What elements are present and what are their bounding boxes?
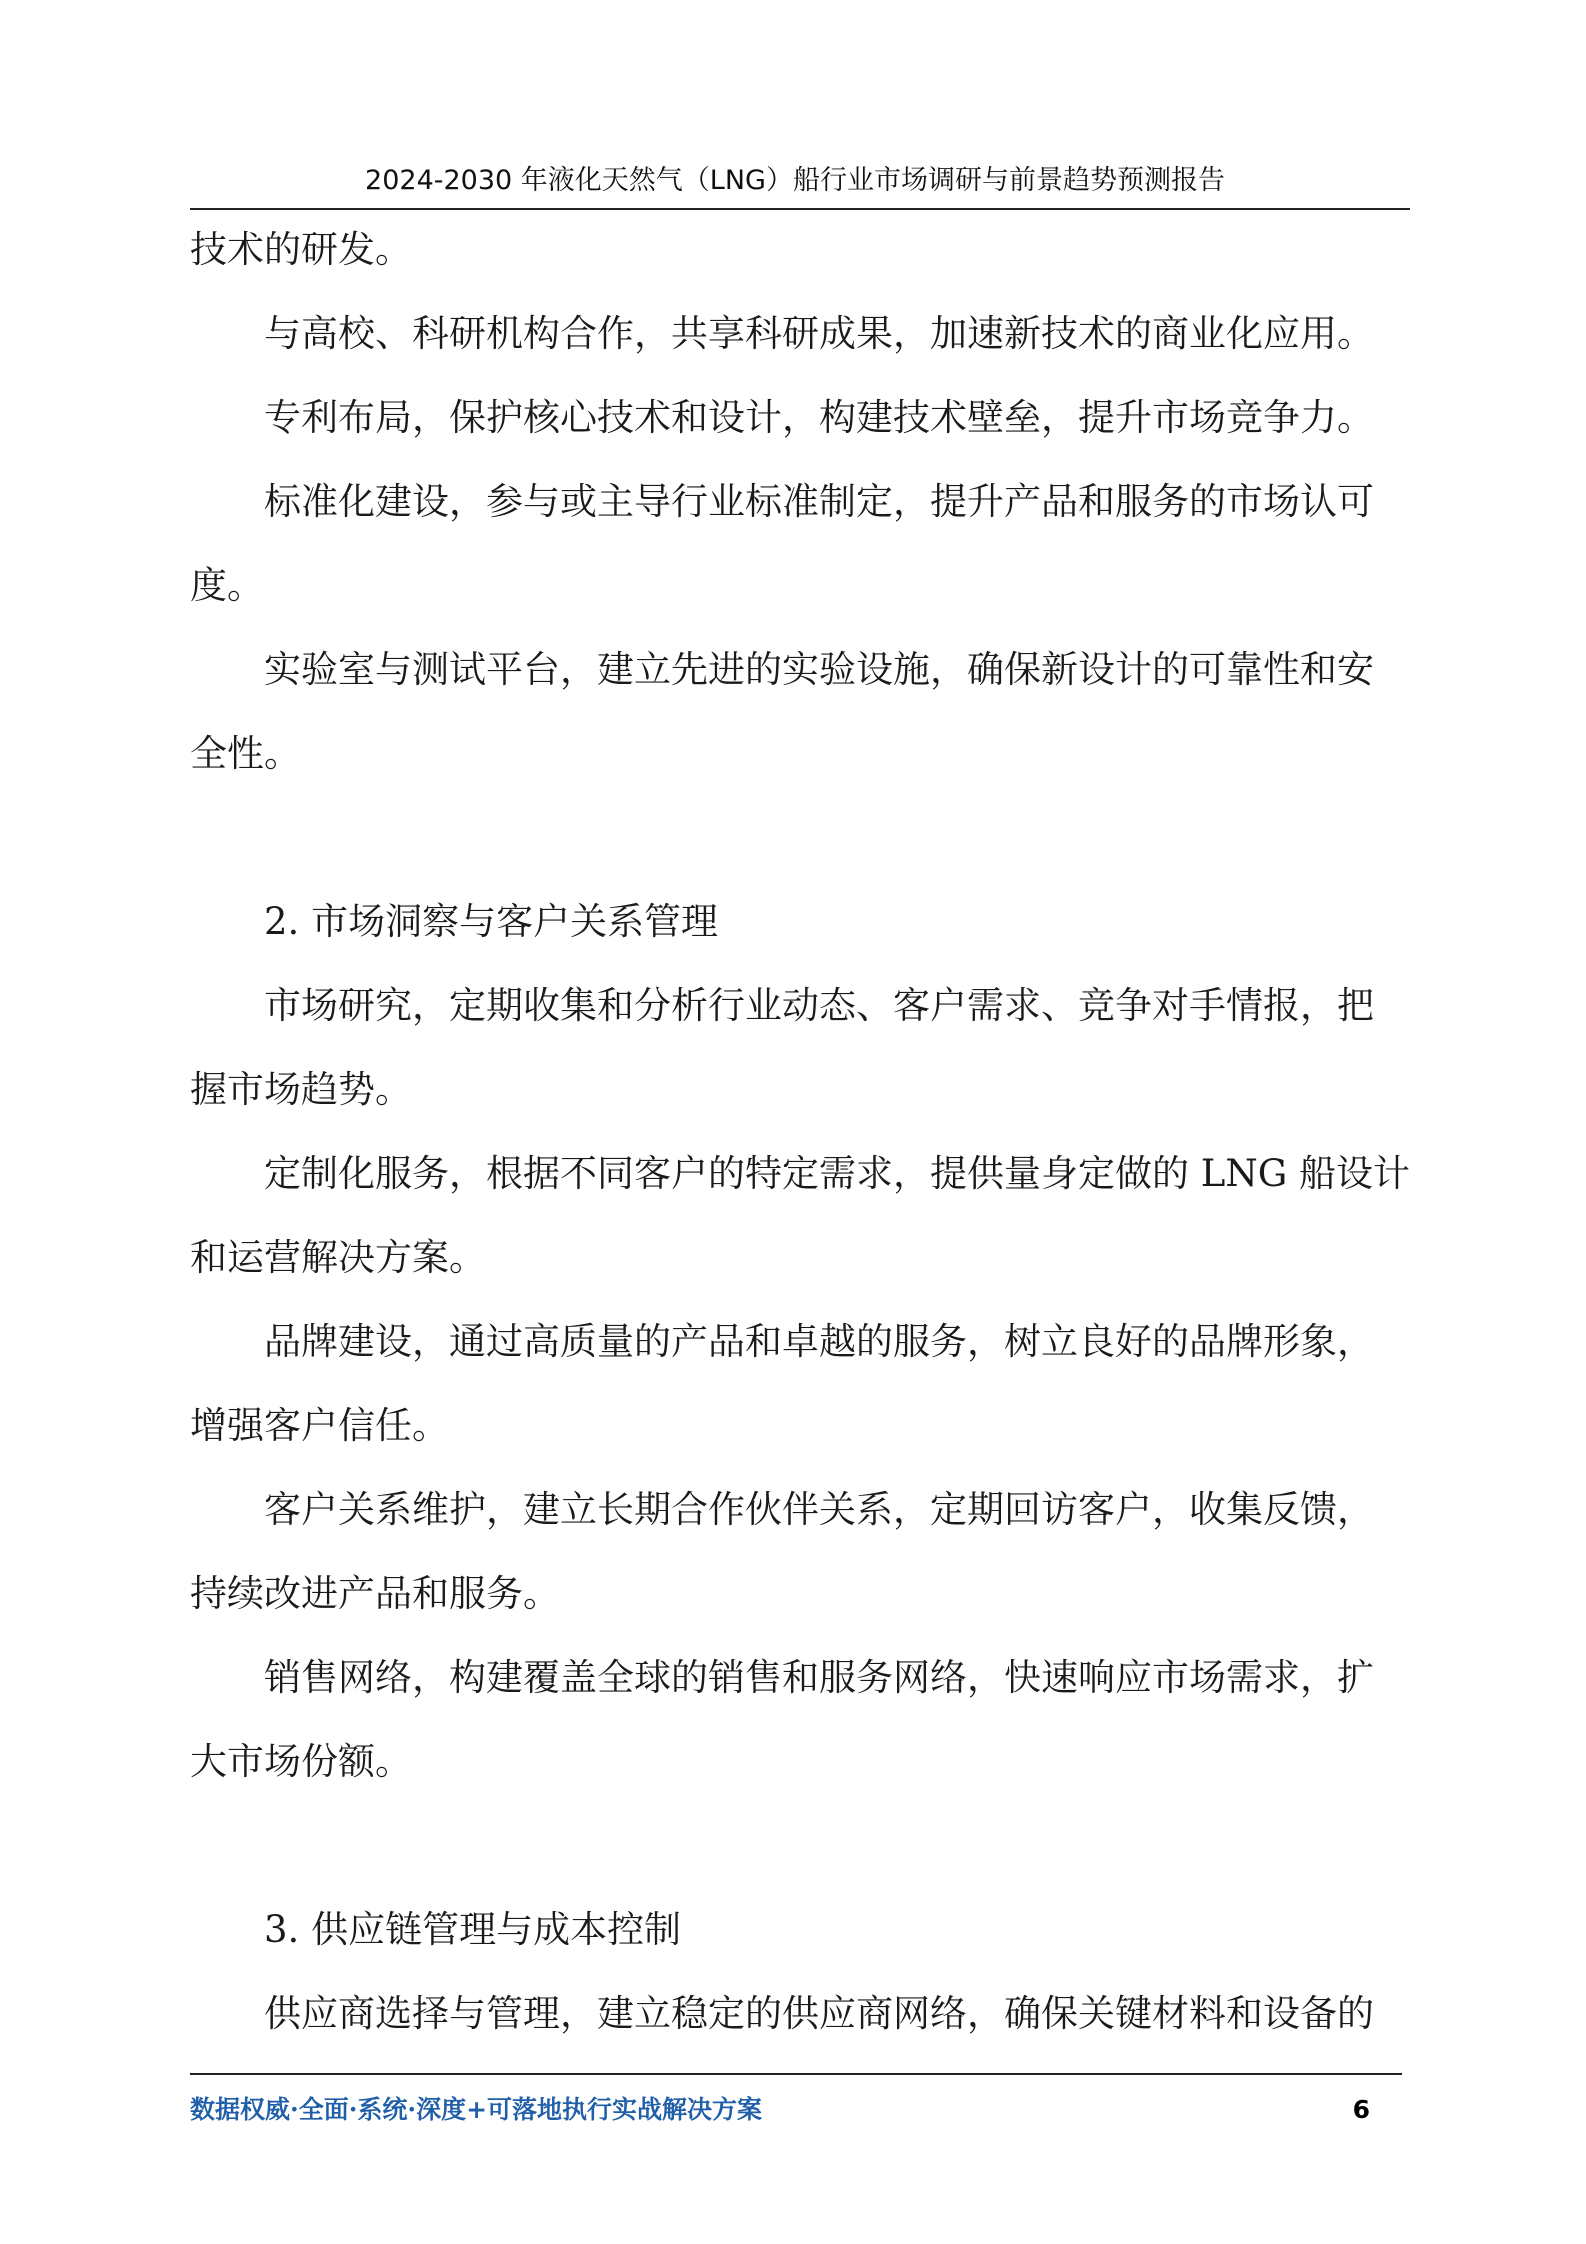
paragraph-line: 度。 (190, 564, 264, 607)
paragraph-line: 大市场份额。 (190, 1740, 412, 1783)
page-number: 6 (1352, 2095, 1370, 2124)
paragraph-line: 持续改进产品和服务。 (190, 1572, 560, 1615)
header-divider (190, 208, 1410, 210)
paragraph-line: 技术的研发。 (190, 228, 412, 271)
section-heading: 2. 市场洞察与客户关系管理 (264, 900, 719, 943)
footer-divider (190, 2073, 1402, 2075)
footer-slogan: 数据权威·全面·系统·深度+可落地执行实战解决方案 (190, 2095, 763, 2124)
paragraph-line: 增强客户信任。 (190, 1404, 449, 1447)
paragraph-line: 全性。 (190, 732, 301, 775)
paragraph-line: 市场研究，定期收集和分析行业动态、客户需求、竞争对手情报，把 (264, 984, 1374, 1027)
paragraph-line: 标准化建设，参与或主导行业标准制定，提升产品和服务的市场认可 (264, 480, 1374, 523)
paragraph-line: 品牌建设，通过高质量的产品和卓越的服务，树立良好的品牌形象， (264, 1320, 1374, 1363)
paragraph-line: 和运营解决方案。 (190, 1236, 486, 1279)
paragraph-line: 定制化服务，根据不同客户的特定需求，提供量身定做的 LNG 船设计 (264, 1152, 1411, 1195)
paragraph-line: 实验室与测试平台，建立先进的实验设施，确保新设计的可靠性和安 (264, 648, 1374, 691)
paragraph-line: 销售网络，构建覆盖全球的销售和服务网络，快速响应市场需求，扩 (264, 1656, 1374, 1699)
section-heading: 3. 供应链管理与成本控制 (264, 1908, 682, 1951)
report-title: 2024-2030 年液化天然气（LNG）船行业市场调研与前景趋势预测报告 (365, 165, 1225, 196)
paragraph-line: 与高校、科研机构合作，共享科研成果，加速新技术的商业化应用。 (264, 312, 1374, 355)
paragraph-line: 供应商选择与管理，建立稳定的供应商网络，确保关键材料和设备的 (264, 1992, 1374, 2035)
paragraph-line: 握市场趋势。 (190, 1068, 412, 1111)
paragraph-line: 专利布局，保护核心技术和设计，构建技术壁垒，提升市场竞争力。 (264, 396, 1374, 439)
paragraph-line: 客户关系维护，建立长期合作伙伴关系，定期回访客户，收集反馈， (264, 1488, 1374, 1531)
